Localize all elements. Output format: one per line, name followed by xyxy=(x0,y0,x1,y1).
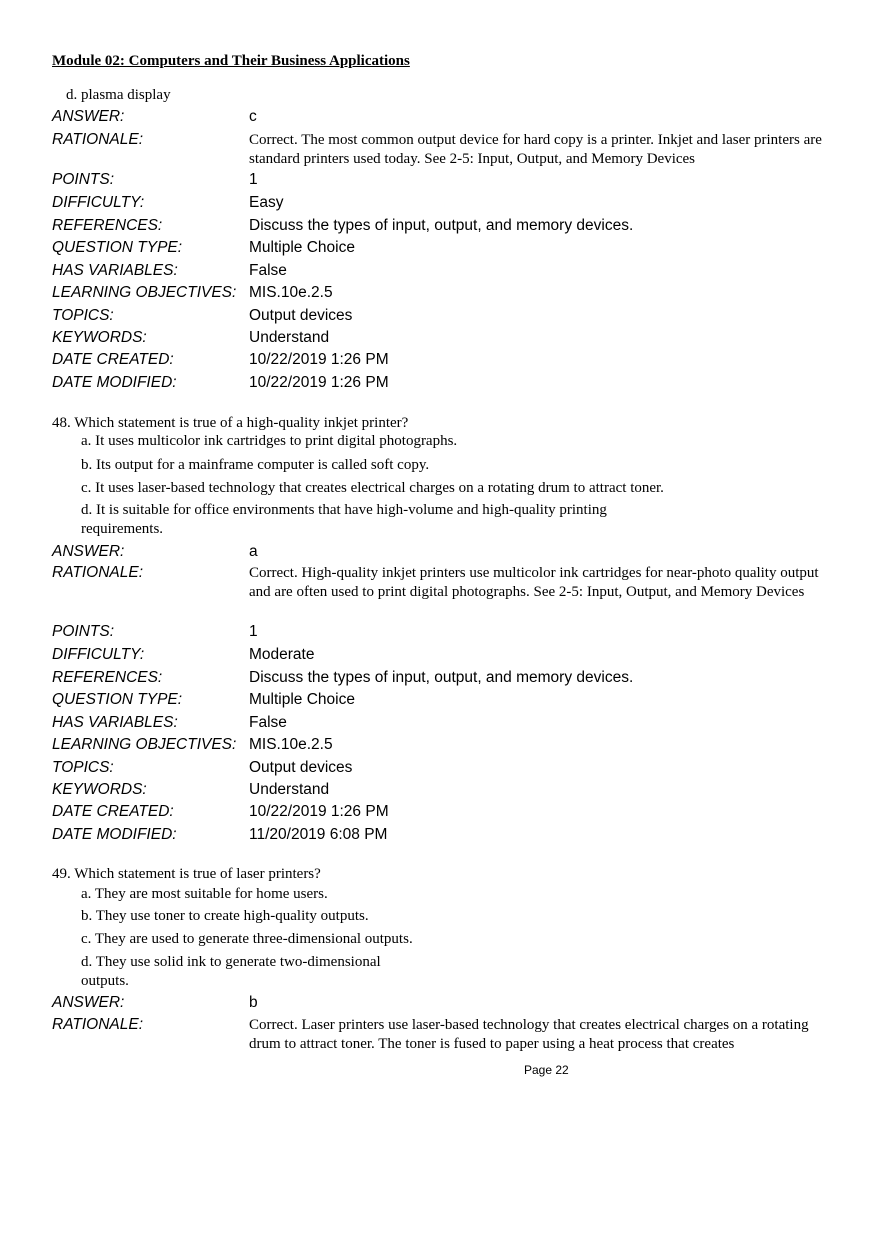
q48-question-type-value: Multiple Choice xyxy=(249,691,355,708)
q48-references-value: Discuss the types of input, output, and memory devices. xyxy=(249,669,634,686)
q48-option-a: a. It uses multicolor ink cartridges to print digital photographs. xyxy=(81,433,458,449)
page-number: Page 22 xyxy=(524,1063,569,1077)
q47-learning-objectives-label: LEARNING OBJECTIVES: xyxy=(52,284,237,301)
q48-option-b: b. Its output for a mainframe computer is called soft copy. xyxy=(81,457,430,473)
q47-has-variables-label: HAS VARIABLES: xyxy=(52,262,178,279)
q49-option-d: d. They use solid ink to generate two-dimensional outputs. xyxy=(81,954,381,989)
q48-topics-label: TOPICS: xyxy=(52,759,114,776)
q47-has-variables-value: False xyxy=(249,262,287,279)
q49-option-c: c. They are used to generate three-dimensional outputs. xyxy=(81,931,413,947)
q48-keywords-label: KEYWORDS: xyxy=(52,781,147,798)
q47-date-created-label: DATE CREATED: xyxy=(52,351,174,368)
q48-rationale-value: Correct. High-quality inkjet printers use multicolor ink cartridges for near-photo quality output and are often used to print digital photographs. See 2-5: Input, Output, and Memory Devices xyxy=(249,565,819,600)
q48-learning-objectives-label: LEARNING OBJECTIVES: xyxy=(52,736,237,753)
q47-question-type-label: QUESTION TYPE: xyxy=(52,239,183,256)
q47-answer-value: c xyxy=(249,108,257,125)
q47-points-value: 1 xyxy=(249,171,258,188)
q47-keywords-value: Understand xyxy=(249,329,330,346)
q47-points-label: POINTS: xyxy=(52,171,115,188)
q47-topics-value: Output devices xyxy=(249,307,353,324)
q47-references-value: Discuss the types of input, output, and memory devices. xyxy=(249,217,634,234)
q48-date-created-label: DATE CREATED: xyxy=(52,803,174,820)
q48-answer-label: ANSWER: xyxy=(52,543,125,560)
q48-difficulty-value: Moderate xyxy=(249,646,315,663)
q47-rationale-value: Correct. The most common output device for hard copy is a printer. Inkjet and laser printers are standard printers used today. See 2-5: Input, Output, and Memory Devices xyxy=(249,132,822,167)
q47-option-d: d. plasma display xyxy=(66,87,171,103)
q48-has-variables-label: HAS VARIABLES: xyxy=(52,714,178,731)
q47-learning-objectives-value: MIS.10e.2.5 xyxy=(249,284,333,301)
q49-answer-value: b xyxy=(249,994,258,1011)
q48-date-created-value: 10/22/2019 1:26 PM xyxy=(249,803,389,820)
q48-difficulty-label: DIFFICULTY: xyxy=(52,646,145,663)
q49-rationale-label: RATIONALE: xyxy=(52,1016,144,1033)
q47-question-type-value: Multiple Choice xyxy=(249,239,355,256)
q47-answer-label: ANSWER: xyxy=(52,108,125,125)
q47-difficulty-value: Easy xyxy=(249,194,284,211)
q48-question: 48. Which statement is true of a high-quality inkjet printer? xyxy=(52,415,409,431)
q47-topics-label: TOPICS: xyxy=(52,307,114,324)
q48-points-label: POINTS: xyxy=(52,623,115,640)
q48-date-modified-label: DATE MODIFIED: xyxy=(52,826,177,843)
q48-question-type-label: QUESTION TYPE: xyxy=(52,691,183,708)
q48-keywords-value: Understand xyxy=(249,781,330,798)
q48-has-variables-value: False xyxy=(249,714,287,731)
q47-date-modified-label: DATE MODIFIED: xyxy=(52,374,177,391)
q48-answer-value: a xyxy=(249,543,258,560)
q48-date-modified-value: 11/20/2019 6:08 PM xyxy=(249,826,388,843)
q48-topics-value: Output devices xyxy=(249,759,353,776)
q49-option-a: a. They are most suitable for home users. xyxy=(81,886,328,902)
q47-date-created-value: 10/22/2019 1:26 PM xyxy=(249,351,389,368)
q47-date-modified-value: 10/22/2019 1:26 PM xyxy=(249,374,389,391)
q47-rationale-label: RATIONALE: xyxy=(52,131,144,148)
q47-difficulty-label: DIFFICULTY: xyxy=(52,194,145,211)
q48-learning-objectives-value: MIS.10e.2.5 xyxy=(249,736,333,753)
q48-rationale-label: RATIONALE: xyxy=(52,564,144,581)
page-header: Module 02: Computers and Their Business Applications xyxy=(52,53,410,69)
q49-option-b: b. They use toner to create high-quality outputs. xyxy=(81,908,369,924)
q48-points-value: 1 xyxy=(249,623,258,640)
q48-option-d: d. It is suitable for office environments that have high-volume and high-quality printing requirements. xyxy=(81,502,607,537)
q47-keywords-label: KEYWORDS: xyxy=(52,329,147,346)
q48-references-label: REFERENCES: xyxy=(52,669,163,686)
q49-question: 49. Which statement is true of laser printers? xyxy=(52,866,321,882)
q49-rationale-value: Correct. Laser printers use laser-based technology that creates electrical charges on a rotating drum to attract toner. The toner is fused to paper using a heat process that creates xyxy=(249,1017,809,1052)
q49-answer-label: ANSWER: xyxy=(52,994,125,1011)
q47-references-label: REFERENCES: xyxy=(52,217,163,234)
q48-option-c: c. It uses laser-based technology that creates electrical charges on a rotating drum to attract toner. xyxy=(81,480,664,496)
